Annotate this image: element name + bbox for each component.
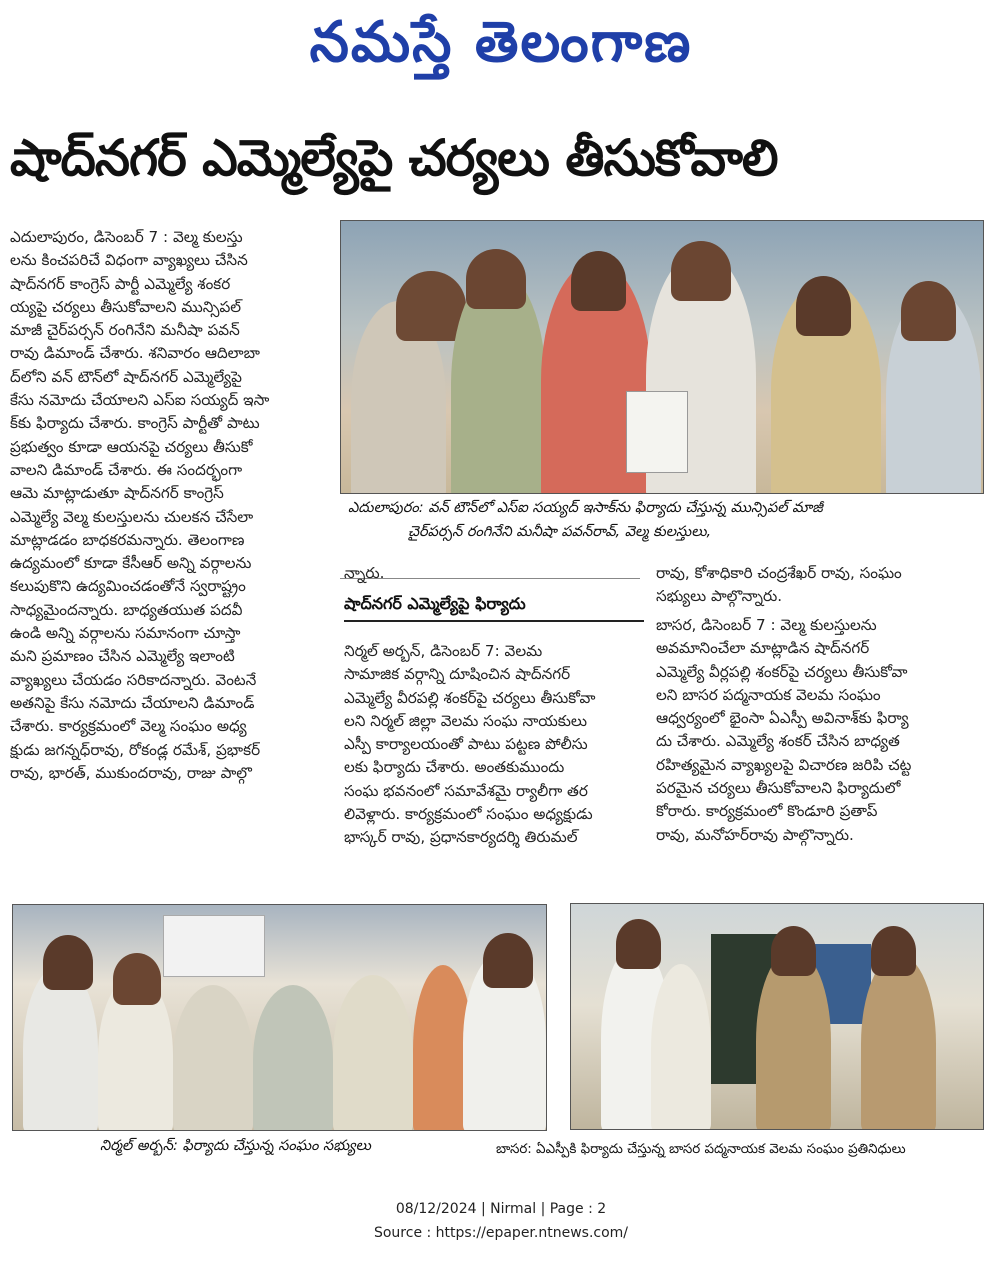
art3-line: కోరారు. కార్యక్రమంలో కొండూరి ప్రతాప్ xyxy=(656,802,878,821)
art1-line: ఉద్యమంలో కూడా కేసీఆర్ అన్ని వర్గాలను xyxy=(10,554,252,573)
art2-line: భాస్కర్ రావు, ప్రధానకార్యదర్శి తిరుమల్ xyxy=(344,828,578,847)
art1-line: అతనిపై కేసు నమోదు చేయాలని డిమాండ్ xyxy=(10,693,255,712)
photo-basara xyxy=(570,903,984,1130)
art2-line: సంఘ భవనంలో సమావేశమై ర్యాలీగా తర xyxy=(344,781,588,800)
photo-complaint-ifsi xyxy=(340,220,984,494)
photo-1-caption xyxy=(348,496,988,544)
photo-3-caption: బాసర: ఏఎస్పీకి ఫిర్యాదు చేస్తున్న బాసర పద్మనాయక వెలమ సంఘం ప్రతినిధులు xyxy=(496,1142,906,1157)
article-1-continuation: న్నారు. xyxy=(344,564,385,582)
art1-line: మాజీ చైర్‌పర్సన్ రంగినేని మనీషా పవన్ xyxy=(10,321,240,340)
art2-line: నిర్మల్ అర్బన్, డిసెంబర్ 7: వెలమ xyxy=(344,642,543,660)
art1-line: వ్యాఖ్యలు చేయడం సరికాదన్నారు. వెంటనే xyxy=(10,670,257,689)
photo-nirmal-urban xyxy=(12,904,547,1131)
headline: షాద్‌నగర్ ఎమ్మెల్యేపై చర్యలు తీసుకోవాలి xyxy=(10,129,778,187)
art1-line: వాలని డిమాండ్ చేశారు. ఈ సందర్భంగా xyxy=(10,460,243,479)
article-3-body xyxy=(656,614,986,847)
art3-line: బాసర, డిసెంబర్ 7 : వెల్మ కులస్తులను xyxy=(656,616,877,634)
art3-line: పరమైన చర్యలు తీసుకోవాలని ఫిర్యాదులో xyxy=(656,779,901,798)
art1-line: షాద్‌నగర్ కాంగ్రెస్ పార్టీ ఎమ్మెల్యే శంకర xyxy=(10,274,231,293)
article-2-subhead: షాద్‌నగర్ ఎమ్మెల్యేపై ఫిర్యాదు xyxy=(344,594,526,613)
art3-line: ఆధ్వర్యంలో భైంసా ఏఎస్పీ అవినాశ్‌కు ఫిర్యా xyxy=(656,709,909,728)
art1-line: ద్‌లోని వన్ టౌన్‌లో షాద్‌నగర్ ఎమ్మెల్యేపై xyxy=(10,367,242,386)
footer-source: Source : https://epaper.ntnews.com/ xyxy=(373,1225,629,1241)
footer-date-edition: 08/12/2024 | Nirmal | Page : 2 xyxy=(395,1201,607,1217)
photo-1-caption-line-1: ఎదులాపురం: వన్ టౌన్‌లో ఎస్ఐ సయ్యద్ ఇసాక్‌ను ఫిర్యాదు చేస్తున్న మున్సిపల్ మాజీ xyxy=(348,500,823,516)
photo-1-caption-line-2: చైర్‌పర్సన్ రంగినేని మనీషా పవన్‌రావ్, వెల్మ కులస్తులు, xyxy=(408,524,712,540)
art1-line: య్యపై చర్యలు తీసుకోవాలని మున్సిపల్ xyxy=(10,297,242,316)
art1-line: కలుపుకొని ఉద్యమించడంతోనే స్వరాష్ట్రం xyxy=(10,577,246,596)
article-3-top xyxy=(656,562,986,609)
art3-line: రహిత్యమైన వ్యాఖ్యలపై విచారణ జరిపి చట్ట xyxy=(656,755,912,774)
art2-line: ఎమ్మెల్యే వీరపల్లి శంకర్‌పై చర్యలు తీసుకోవా xyxy=(344,688,596,707)
art1-line: ఎదులాపురం, డిసెంబర్ 7 : వెల్మ కులస్తు xyxy=(10,228,243,246)
masthead-text: నమస్తే తెలంగాణ xyxy=(309,10,693,75)
art1-line: కేసు నమోదు చేయాలని ఎస్ఐ సయ్యద్ ఇసా xyxy=(10,391,270,410)
masthead-title xyxy=(0,8,1002,78)
art1-line: ప్రభుత్వం కూడా ఆయనపై చర్యలు తీసుకో xyxy=(10,437,253,456)
art2-line: ఎస్పీ కార్యాలయంతో పాటు పట్టణ పోలీసు xyxy=(344,735,588,754)
art3-line: రావు, మనోహర్‌రావు పాల్గొన్నారు. xyxy=(656,825,854,844)
art1-line: చేశారు. కార్యక్రమంలో వెల్మ సంఘం అధ్య xyxy=(10,717,247,736)
art1-line: ఉండి అన్ని వర్గాలను సమానంగా చూస్తా xyxy=(10,624,241,643)
art3-line: అవమానించేలా మాట్లాడిన షాద్‌నగర్ xyxy=(656,639,870,658)
art1-line: సాధ్యమైందన్నారు. బాధ్యతయుత పదవీ xyxy=(10,600,243,619)
article-2-body xyxy=(344,640,644,850)
art1-line: ఆమె మాట్లాడుతూ షాద్‌నగర్ కాంగ్రెస్ xyxy=(10,484,224,503)
art2-line: లని నిర్మల్ జిల్లా వెలమ సంఘ నాయకులు xyxy=(344,711,587,730)
art2-line: లివెళ్లారు. కార్యక్రమంలో సంఘం అధ్యక్షుడు xyxy=(344,805,593,824)
art1-line: రావు డిమాండ్ చేశారు. శనివారం ఆదిలాబా xyxy=(10,344,260,363)
art3top-line: రావు, కోశాధికారి చంద్రశేఖర్ రావు, సంఘం xyxy=(656,564,902,582)
art1-line: రావు, భారత్, ముకుందరావు, రాజు పాల్గొ xyxy=(10,763,252,782)
art1-line: మని ప్రమాణం చేసిన ఎమ్మెల్యే ఇలాంటి xyxy=(10,647,235,666)
art3-line: లని బాసర పద్మనాయక వెలమ సంఘం xyxy=(656,685,881,704)
art1-line: ఎమ్మెల్యే వెల్మ కులస్తులను చులకన చేసేలా xyxy=(10,507,254,526)
art1-line: క్‌కు ఫిర్యాదు చేశారు. కాంగ్రెస్ పార్టీతో పాటు xyxy=(10,414,260,433)
art1-line: మాట్లాడడం బాధకరమన్నారు. తెలంగాణ xyxy=(10,530,245,549)
photo-2-caption: నిర్మల్ అర్బన్: ఫిర్యాదు చేస్తున్న సంఘం సభ్యులు xyxy=(100,1138,371,1154)
art3top-line: సభ్యులు పాల్గొన్నారు. xyxy=(656,587,783,606)
art2-line: సామాజిక వర్గాన్ని దూషించిన షాద్‌నగర్ xyxy=(344,665,571,684)
art1-line: క్షుడు జగన్నధ్‌రావు, రోకండ్ల రమేశ్, ప్రభాకర్ xyxy=(10,740,261,759)
art3-line: దు చేశారు. ఎమ్మెల్యే శంకర్ చేసిన బాధ్యత xyxy=(656,732,900,751)
subhead-underline xyxy=(344,620,644,622)
art1-line: లను కించపరిచే విధంగా వ్యాఖ్యలు చేసిన xyxy=(10,251,248,270)
art3-line: ఎమ్మెల్యే వీర్లపల్లి శంకర్‌పై చర్యలు తీసుకోవా xyxy=(656,662,908,681)
article-1-body xyxy=(10,226,328,785)
art2-line: లకు ఫిర్యాదు చేశారు. అంతకుముందు xyxy=(344,758,565,777)
